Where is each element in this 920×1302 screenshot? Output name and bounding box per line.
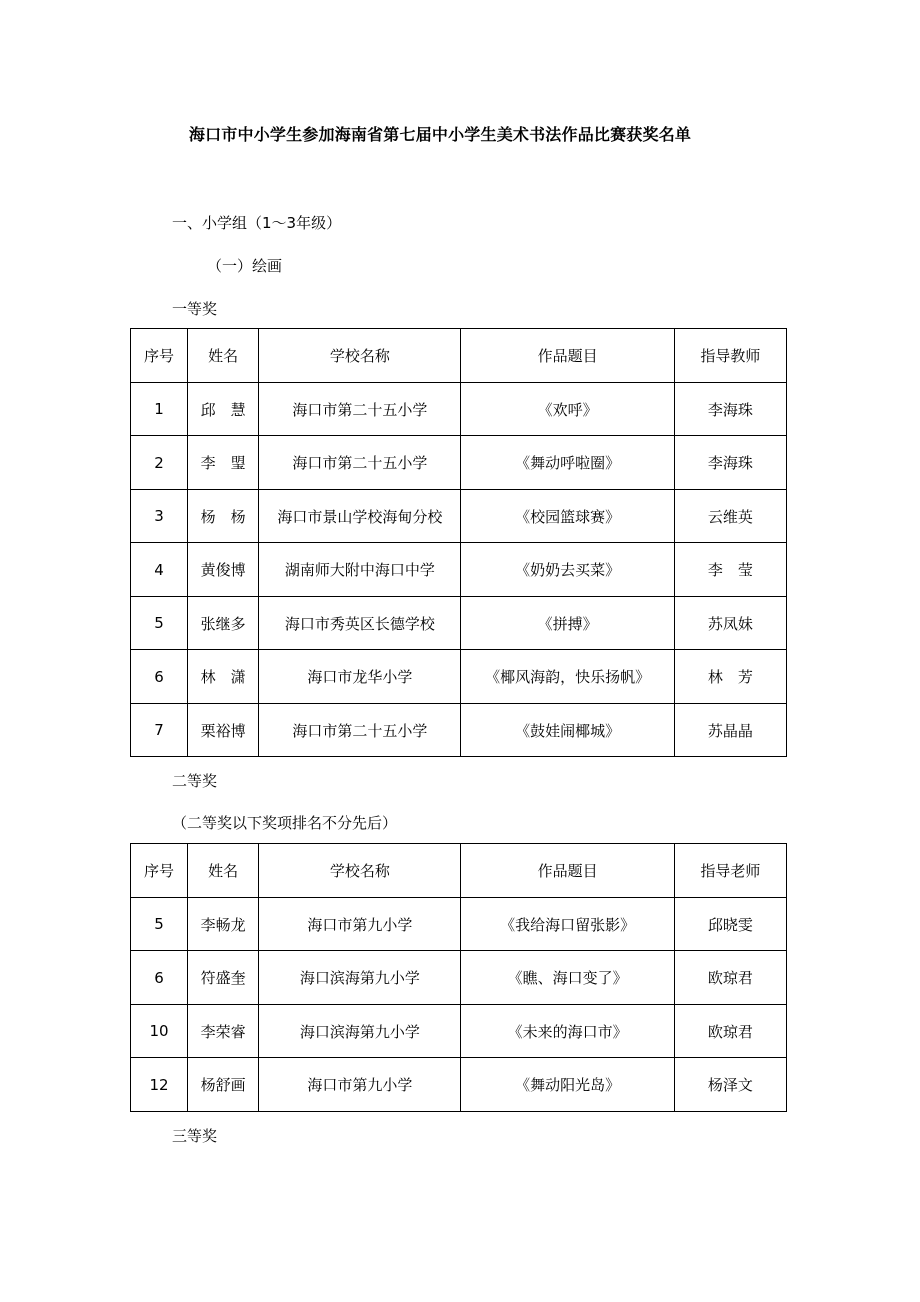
table-row bbox=[131, 543, 787, 597]
work-title: 《舞动阳光岛》 bbox=[461, 1058, 674, 1112]
school-name: 海口市秀英区长德学校 bbox=[259, 597, 461, 650]
student-name: 林 潇 bbox=[188, 650, 259, 704]
header-cell: 学校名称 bbox=[259, 844, 461, 898]
table-row bbox=[131, 704, 787, 757]
row-number: 7 bbox=[131, 704, 188, 757]
work-title: 《奶奶去买菜》 bbox=[461, 543, 674, 597]
student-name: 栗裕博 bbox=[188, 704, 259, 757]
header-cell: 学校名称 bbox=[259, 329, 461, 383]
student-name: 李畅龙 bbox=[188, 898, 259, 951]
header-cell: 作品题目 bbox=[461, 329, 674, 383]
table-row bbox=[131, 650, 787, 704]
header-cell: 姓名 bbox=[188, 329, 259, 383]
school-name: 海口市第二十五小学 bbox=[259, 704, 461, 757]
row-number: 2 bbox=[131, 436, 188, 490]
student-name: 符盛奎 bbox=[188, 951, 259, 1005]
table-row bbox=[131, 1005, 787, 1058]
school-name: 海口滨海第九小学 bbox=[259, 951, 461, 1005]
row-number: 12 bbox=[131, 1058, 188, 1112]
school-name: 海口滨海第九小学 bbox=[259, 1005, 461, 1058]
school-name: 海口市龙华小学 bbox=[259, 650, 461, 704]
header-cell: 作品题目 bbox=[461, 844, 674, 898]
work-title: 《鼓娃闹椰城》 bbox=[461, 704, 674, 757]
student-name: 李荣睿 bbox=[188, 1005, 259, 1058]
teacher-name: 杨泽文 bbox=[674, 1058, 786, 1112]
student-name: 黄俊博 bbox=[188, 543, 259, 597]
school-name: 海口市第二十五小学 bbox=[259, 383, 461, 436]
table-header-row bbox=[131, 329, 787, 383]
school-name: 海口市第二十五小学 bbox=[259, 436, 461, 490]
school-name: 海口市第九小学 bbox=[259, 1058, 461, 1112]
school-name: 海口市第九小学 bbox=[259, 898, 461, 951]
document-title: 海口市中小学生参加海南省第七届中小学生美术书法作品比赛获奖名单 bbox=[188, 125, 692, 144]
table-row bbox=[131, 1058, 787, 1112]
student-name: 杨舒画 bbox=[188, 1058, 259, 1112]
student-name: 杨 杨 bbox=[188, 490, 259, 543]
work-title: 《椰风海韵，快乐扬帆》 bbox=[461, 650, 674, 704]
row-number: 5 bbox=[131, 898, 188, 951]
row-number: 3 bbox=[131, 490, 188, 543]
header-cell: 姓名 bbox=[188, 844, 259, 898]
table-header-row bbox=[131, 844, 787, 898]
student-name: 邱 慧 bbox=[188, 383, 259, 436]
prize-heading-second: 二等奖 bbox=[172, 772, 218, 790]
teacher-name: 李海珠 bbox=[674, 436, 786, 490]
header-cell: 序号 bbox=[131, 844, 188, 898]
table-row bbox=[131, 436, 787, 490]
teacher-name: 苏凤妹 bbox=[674, 597, 786, 650]
teacher-name: 李海珠 bbox=[674, 383, 786, 436]
row-number: 1 bbox=[131, 383, 188, 436]
row-number: 5 bbox=[131, 597, 188, 650]
section-heading: 一、小学组（1～3年级） bbox=[172, 214, 342, 232]
teacher-name: 欧琼君 bbox=[674, 1005, 786, 1058]
table-row bbox=[131, 490, 787, 543]
work-title: 《瞧、海口变了》 bbox=[461, 951, 674, 1005]
row-number: 6 bbox=[131, 951, 188, 1005]
teacher-name: 邱晓雯 bbox=[674, 898, 786, 951]
prize-order-note: （二等奖以下奖项排名不分先后） bbox=[172, 814, 398, 832]
row-number: 6 bbox=[131, 650, 188, 704]
work-title: 《拼搏》 bbox=[461, 597, 674, 650]
work-title: 《舞动呼啦圈》 bbox=[461, 436, 674, 490]
prize-heading-third: 三等奖 bbox=[172, 1127, 218, 1145]
school-name: 湖南师大附中海口中学 bbox=[259, 543, 461, 597]
table-row bbox=[131, 951, 787, 1005]
table-row bbox=[131, 898, 787, 951]
teacher-name: 云维英 bbox=[674, 490, 786, 543]
row-number: 4 bbox=[131, 543, 188, 597]
student-name: 张继多 bbox=[188, 597, 259, 650]
prize-heading-first: 一等奖 bbox=[172, 300, 218, 318]
teacher-name: 欧琼君 bbox=[674, 951, 786, 1005]
second-prize-table bbox=[130, 843, 787, 1112]
teacher-name: 苏晶晶 bbox=[674, 704, 786, 757]
student-name: 李 琞 bbox=[188, 436, 259, 490]
school-name: 海口市景山学校海甸分校 bbox=[259, 490, 461, 543]
header-cell: 指导教师 bbox=[674, 329, 786, 383]
work-title: 《我给海口留张影》 bbox=[461, 898, 674, 951]
work-title: 《欢呼》 bbox=[461, 383, 674, 436]
header-cell: 序号 bbox=[131, 329, 188, 383]
table-row bbox=[131, 597, 787, 650]
header-cell: 指导老师 bbox=[674, 844, 786, 898]
work-title: 《未来的海口市》 bbox=[461, 1005, 674, 1058]
teacher-name: 林 芳 bbox=[674, 650, 786, 704]
teacher-name: 李 莹 bbox=[674, 543, 786, 597]
row-number: 10 bbox=[131, 1005, 188, 1058]
subsection-heading: （一）绘画 bbox=[207, 257, 283, 275]
table-row bbox=[131, 383, 787, 436]
first-prize-table bbox=[130, 328, 787, 757]
work-title: 《校园篮球赛》 bbox=[461, 490, 674, 543]
